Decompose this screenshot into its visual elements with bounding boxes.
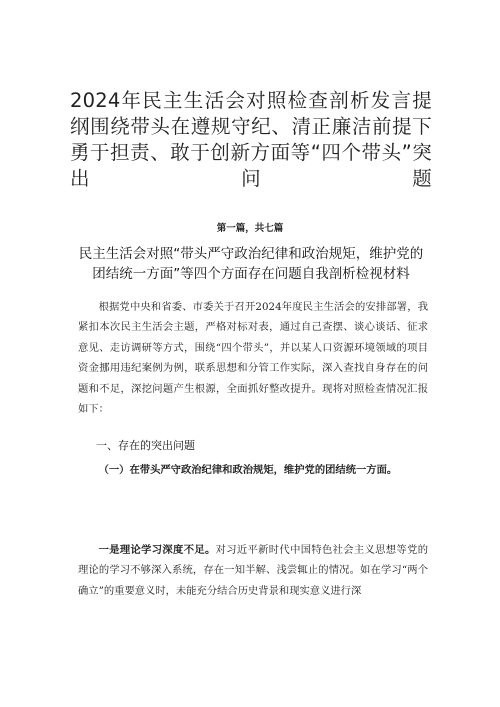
body-paragraph <box>78 540 428 601</box>
document-title-text: 2024年民主生活会对照检查剖析发言提纲围绕带头在遵规守纪、清正廉洁前提下勇于担责、敢于创新方面等“四个带头”突出问题 <box>70 89 432 190</box>
section-marker: 第一篇，共七篇 <box>216 223 284 234</box>
heading-level-2 <box>78 460 428 480</box>
paragraph-lead: 一是理论学习深度不足。 <box>98 544 216 556</box>
heading-level-1: 一、存在的突出问题 <box>96 439 195 452</box>
document-subtitle: 民主生活会对照“带头严守政治纪律和政治规矩，维护党的团结统一方面”等四个方面存在问题自我剖析检视材料 <box>78 246 424 282</box>
paragraph-text: 对习近平新时代中国特色社会主义思想等党的理论的学习不够深入系统，存在一知半解、浅尝辄止的情况。如在学习“两个确立”的重要意义时，未能充分结合历史背景和现实意义进行深 <box>78 544 429 597</box>
document-title <box>70 88 432 192</box>
heading-level-2-text: （一）在带头严守政治纪律和政治规矩，维护党的团结统一方面。 <box>98 464 398 476</box>
intro-paragraph: 根据党中央和省委、市委关于召开2024年度民主生活会的安排部署，我紧扣本次民主生活会主题，严格对标对表，通过自己查摆、谈心谈话、征求意见、走访调研等方式，围绕“四个带头”，并以某人口资源环境领域的项目资金挪用违纪案例为例，联系思想和分管工作实际，深入查找自身存在的问题和不足，深挖问题产生根源，全面抓好整改提升。现将对照检查情况汇报如下： <box>78 301 428 416</box>
